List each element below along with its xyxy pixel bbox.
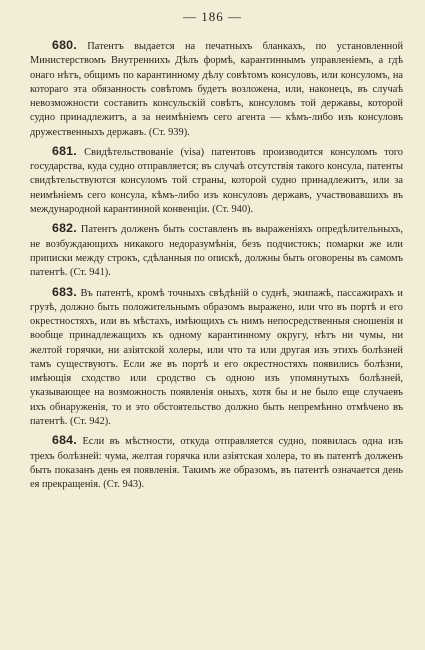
article-number: 681. (52, 143, 77, 158)
article-684 (30, 433, 403, 492)
article-681 (30, 144, 403, 217)
article-number: 683. (52, 284, 77, 299)
page-number: — 186 — (183, 9, 242, 24)
article-683 (30, 285, 403, 430)
page-body (30, 38, 403, 496)
article-number: 684. (52, 433, 77, 448)
article-number: 682. (52, 221, 77, 236)
article-682 (30, 221, 403, 280)
article-680 (30, 38, 403, 140)
article-number: 680. (52, 38, 77, 52)
article-text: Патентъ долженъ быть составленъ въ выраженіяхъ опредѣлительныхъ, не возбуждающихъ никакого недоразумѣнія, безъ подчистокъ; помарки же или приписки между строкъ, сдѣланныя по опискѣ, должны быть оговорены въ самомъ патентѣ. (Ст. 941). (30, 224, 403, 279)
article-text: Патентъ выдается на печатныхъ бланкахъ, по установленной Министерствомъ Внутреннихъ Дѣлъ формѣ, карантиннымъ управленіемъ, а гдѣ онаго нѣтъ, общимъ по карантинному дѣлу совѣтомъ консуловъ, или консуломъ, на котораго эта обязанность совѣтомъ будетъ возложена, или, наконецъ, въ случаѣ невозможности составить консульскій совѣтъ, консуломъ той державы, которой судно принадлежитъ, а за неимѣніемъ сего агента — кѣмъ-либо изъ консуловъ дружественныхъ державъ. (Ст. 939). (30, 41, 404, 138)
article-text: Свидѣтельствованіе (visa) патентовъ производится консуломъ того государства, куда судно отправляется; въ случаѣ отсутствія такого консула, патенты свидѣтельствуются консуломъ той страны, которой судно принадлежитъ, или за неимѣніемъ сего консула, кѣмъ-либо изъ консуловъ державъ, участвовавшихъ въ международной карантинной конвенціи. (Ст. 940). (30, 146, 403, 215)
article-text: Въ патентѣ, кромѣ точныхъ свѣдѣній о суднѣ, экипажѣ, пассажирахъ и грузѣ, должно быть положительнымъ образомъ выражено, или что въ портѣ и его окрестностяхъ, или въ мѣстахъ, имѣющихъ съ нимъ непосредственныя сношенія и вообще принадлежащихъ къ одному карантинному округу, нѣтъ ни чумы, ни желтой горячки, ни азіятской холеры, или что та или другая изъ этихъ болѣзней тамъ существуютъ. Если же въ портѣ и его окрестностяхъ появились болѣзни, имѣющія сходство или сродство съ одною изъ упомянутыхъ болѣзней, указывающее на возможность появленія оныхъ, хотя бы и не было еще случаевъ ихъ обнаруженія, то и это обстоятельство должно быть непремѣнно отмѣчено въ патентѣ. (Ст. 942). (30, 287, 403, 427)
article-text: Если въ мѣстности, откуда отправляется судно, появилась одна изъ трехъ болѣзней: чума, желтая горячка или азіятская холера, то въ патентѣ долженъ быть показанъ день ея появленія. Такимъ же образомъ, въ патентѣ означается день ея прекращенія. (Ст. 943). (30, 436, 403, 490)
